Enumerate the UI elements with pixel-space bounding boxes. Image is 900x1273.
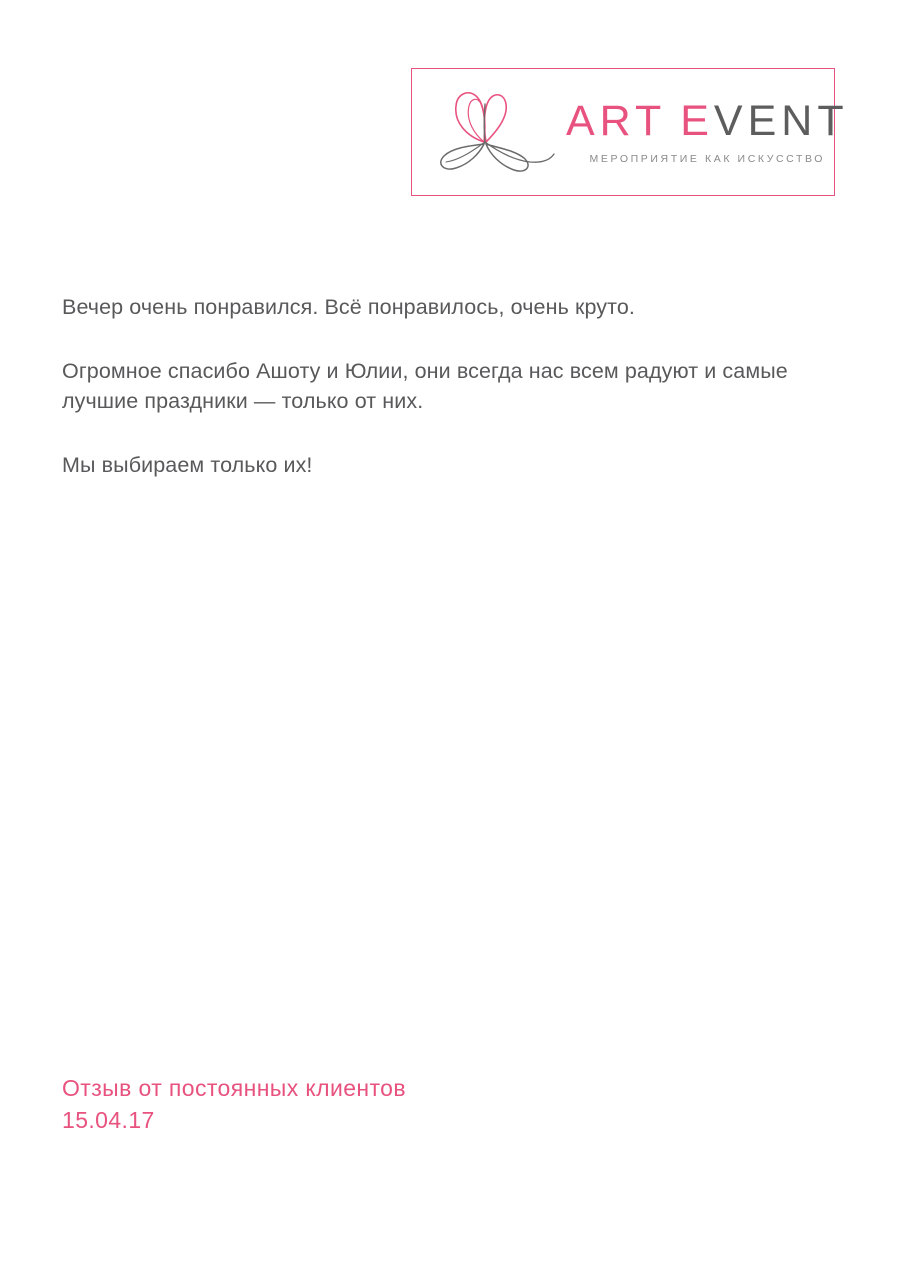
logo-tagline: МЕРОПРИЯТИЕ КАК ИСКУССТВО [589, 152, 826, 165]
logo-word-vent: VENT [713, 96, 849, 145]
logo-word-art: ART [566, 96, 667, 145]
butterfly-icon [426, 80, 562, 184]
signature-block [62, 1072, 762, 1136]
logo-word-e: E [680, 96, 714, 145]
logo-wordmark [566, 96, 849, 145]
signature-author: Отзыв от постоянных клиентов [62, 1075, 406, 1101]
logo-block [411, 68, 849, 196]
review-paragraph: Вечер очень понравился. Всё понравилось, очень круто. [62, 295, 635, 319]
review-text [62, 292, 832, 480]
logo-text [562, 96, 865, 165]
signature-date: 15.04.17 [62, 1107, 155, 1133]
review-paragraph: Мы выбираем только их! [62, 453, 313, 477]
review-paragraph: Огромное спасибо Ашоту и Юлии, они всегда нас всем радуют и самые лучшие праздники — только от них. [62, 359, 788, 413]
